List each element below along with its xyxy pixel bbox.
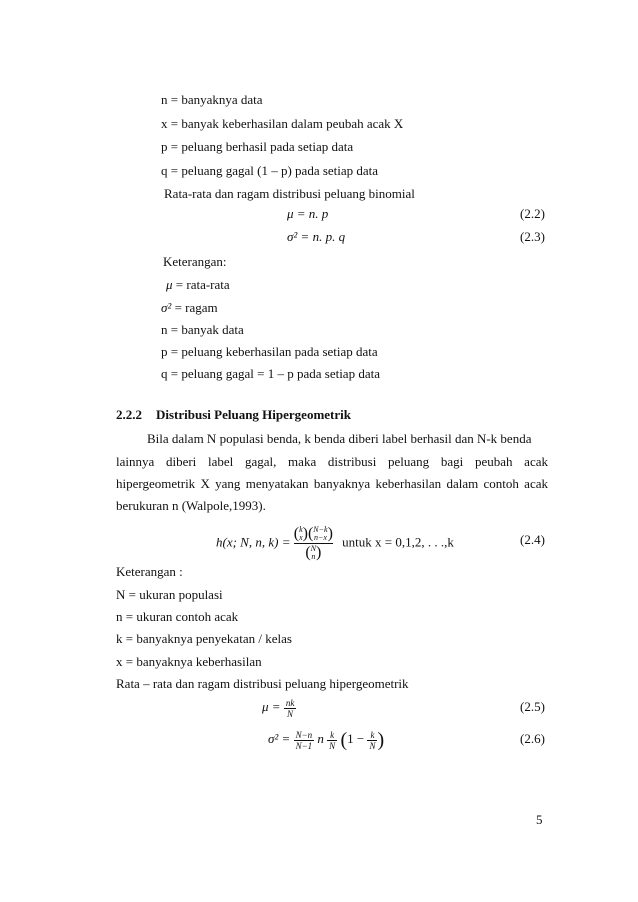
legend2-k: k = banyaknya penyekatan / kelas <box>116 631 292 646</box>
eq24-lhs: h(x; N, n, k) = <box>216 534 291 550</box>
legend-q: q = peluang gagal = 1 – p pada setiap data <box>161 366 380 381</box>
equation-number-2-5: (2.5) <box>520 699 545 714</box>
eq26-paren-open: ( <box>340 729 348 752</box>
page-number: 5 <box>536 812 543 827</box>
eq25-numerator: nk <box>285 697 295 708</box>
eq26-f2-numerator: k <box>327 730 337 741</box>
eq25-denominator: N <box>287 708 294 719</box>
legend-p: p = peluang keberhasilan pada setiap data <box>161 344 378 359</box>
eq26-n: n <box>317 731 324 746</box>
paragraph-line-1: Bila dalam N populasi benda, k benda diberi label berhasil dan N-k benda <box>147 431 532 446</box>
legend-n: n = banyak data <box>161 322 244 337</box>
legend-sigma-text: = ragam <box>171 300 218 315</box>
legend2-x: x = banyaknya keberhasilan <box>116 654 262 669</box>
eq26-lhs: σ² = <box>268 731 291 746</box>
binom3-top: N <box>310 544 316 553</box>
eq26-f3-numerator: k <box>367 730 377 741</box>
eq26-one-minus: 1 − <box>347 731 365 746</box>
paragraph-line-4: berukuran n (Walpole,1993). <box>116 498 266 513</box>
eq26-f3-denominator: N <box>369 740 376 751</box>
paragraph-line-2: lainnya diberi label gagal, maka distribusi peluang bagi peubah acak <box>116 454 548 469</box>
legend-mu <box>166 277 230 293</box>
eq25-lhs: μ = <box>262 699 281 714</box>
binom2-top: N−k <box>313 525 328 534</box>
equation-2-4 <box>216 526 454 561</box>
equation-2-2: μ = n. p <box>287 206 329 221</box>
section-title: Distribusi Peluang Hipergeometrik <box>156 407 351 422</box>
section-number: 2.2.2 <box>116 407 142 422</box>
legend-mu-text: = rata-rata <box>172 277 230 292</box>
def-n: n = banyaknya data <box>161 92 263 107</box>
eq26-f1-denominator: N−1 <box>295 740 313 751</box>
binom1-top: k <box>299 525 303 534</box>
equation-number-2-3: (2.3) <box>520 229 545 244</box>
binom3-bottom: n <box>311 552 316 561</box>
keterangan2-label: Keterangan : <box>116 564 183 579</box>
eq26-paren-close: ) <box>377 729 385 752</box>
section-heading <box>116 407 351 423</box>
binom2-bottom: n−x <box>313 533 327 542</box>
hypergeometric-heading: Rata – rata dan ragam distribusi peluang hipergeometrik <box>116 676 409 691</box>
eq26-f2-denominator: N <box>329 740 336 751</box>
equation-number-2-4: (2.4) <box>520 532 545 547</box>
paragraph-line-3: hipergeometrik X yang menyatakan banyaknya keberhasilan dalam contoh acak <box>116 476 548 491</box>
def-p: p = peluang berhasil pada setiap data <box>161 139 354 154</box>
binom1-bottom: x <box>299 533 303 542</box>
def-q: q = peluang gagal (1 – p) pada setiap data <box>161 163 379 178</box>
legend2-N: N = ukuran populasi <box>116 587 223 602</box>
binomial-heading: Rata-rata dan ragam distribusi peluang binomial <box>164 186 415 201</box>
mu-symbol: μ <box>166 277 173 292</box>
eq24-condition: untuk x = 0,1,2, . . .,k <box>342 534 454 550</box>
equation-2-3: σ² = n. p. q <box>287 229 346 244</box>
def-x: x = banyak keberhasilan dalam peubah acak X <box>161 116 404 131</box>
equation-2-5 <box>262 695 296 719</box>
sigma-symbol: σ² <box>161 300 172 315</box>
equation-number-2-6: (2.6) <box>520 731 545 746</box>
equation-number-2-2: (2.2) <box>520 206 545 221</box>
equation-2-6 <box>268 726 384 753</box>
keterangan-label: Keterangan: <box>163 254 227 269</box>
legend2-n: n = ukuran contoh acak <box>116 609 239 624</box>
eq26-f1-numerator: N−n <box>295 729 313 740</box>
eq24-fraction: ( k x )( N−k n−x ) ( N n ) <box>293 525 333 561</box>
legend-sigma <box>161 300 218 316</box>
